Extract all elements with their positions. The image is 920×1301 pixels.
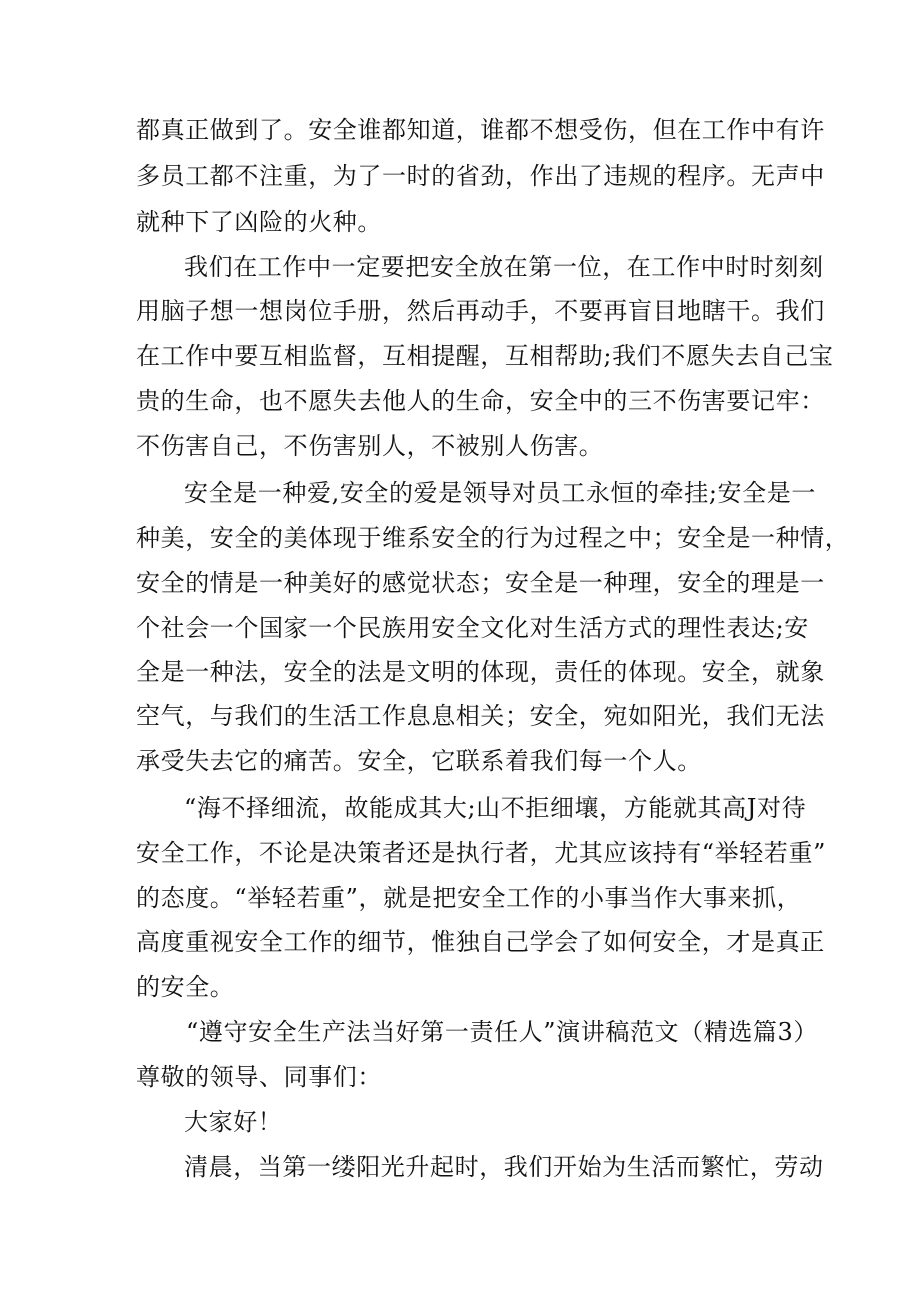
salutation: 尊敬的领导、同事们： (136, 1063, 382, 1091)
text-line: 高度重视安全工作的细节，惟独自己学会了如何安全，才是真正 (136, 928, 825, 956)
text-line: 就种下了凶险的火种。 (136, 208, 382, 236)
paragraph-first-line: “海不择细流，故能成其大;山不拒细壤，方能就其高J对待 (184, 794, 807, 822)
text-line: 在工作中要互相监督，互相提醒，互相帮助;我们不愿失去自己宝 (136, 342, 834, 370)
text-line: 贵的生命，也不愿失去他人的生命，安全中的三不伤害要记牢： (136, 387, 825, 415)
paragraph-first-line: 安全是一种爱,安全的爱是领导对员工永恒的牵挂;安全是一 (184, 479, 816, 507)
text-line: 安全的情是一种美好的感觉状态；安全是一种理，安全的理是一 (136, 569, 825, 597)
text-line: 全是一种法，安全的法是文明的体现，责任的体现。安全，就象 (136, 658, 825, 686)
paragraph-first-line: 清晨，当第一缕阳光升起时，我们开始为生活而繁忙，劳动 (184, 1153, 824, 1181)
text-line: 的态度。“举轻若重”，就是把安全工作的小事当作大事来抓， (136, 884, 802, 912)
text-line: 多员工都不注重，为了一时的省劲，作出了违规的程序。无声中 (136, 162, 825, 190)
text-line: 种美，安全的美体现于维系安全的行为过程之中；安全是一种情， (136, 524, 850, 552)
text-line: 用脑子想一想岗位手册，然后再动手，不要再盲目地瞎干。我们 (136, 297, 825, 325)
greeting: 大家好！ (184, 1108, 283, 1136)
text-line: 个社会一个国家一个民族用安全文化对生活方式的理性表达;安 (136, 614, 809, 642)
section-heading: “遵守安全生产法当好第一责任人”演讲稿范文（精选篇3） (186, 1018, 819, 1046)
text-line: 的安全。 (136, 973, 235, 1001)
text-line: 承受失去它的痛苦。安全，它联系着我们每一个人。 (136, 747, 702, 775)
text-line: 不伤害自己，不伤害别人，不被别人伤害。 (136, 432, 604, 460)
text-line: 空气，与我们的生活工作息息相关；安全，宛如阳光，我们无法 (136, 702, 825, 730)
text-line: 都真正做到了。安全谁都知道，谁都不想受伤，但在工作中有许 (136, 116, 825, 144)
text-line: 安全工作，不论是决策者还是执行者，尤其应该持有“举轻若重” (136, 839, 826, 867)
paragraph-first-line: 我们在工作中一定要把安全放在第一位，在工作中时时刻刻 (184, 253, 824, 281)
